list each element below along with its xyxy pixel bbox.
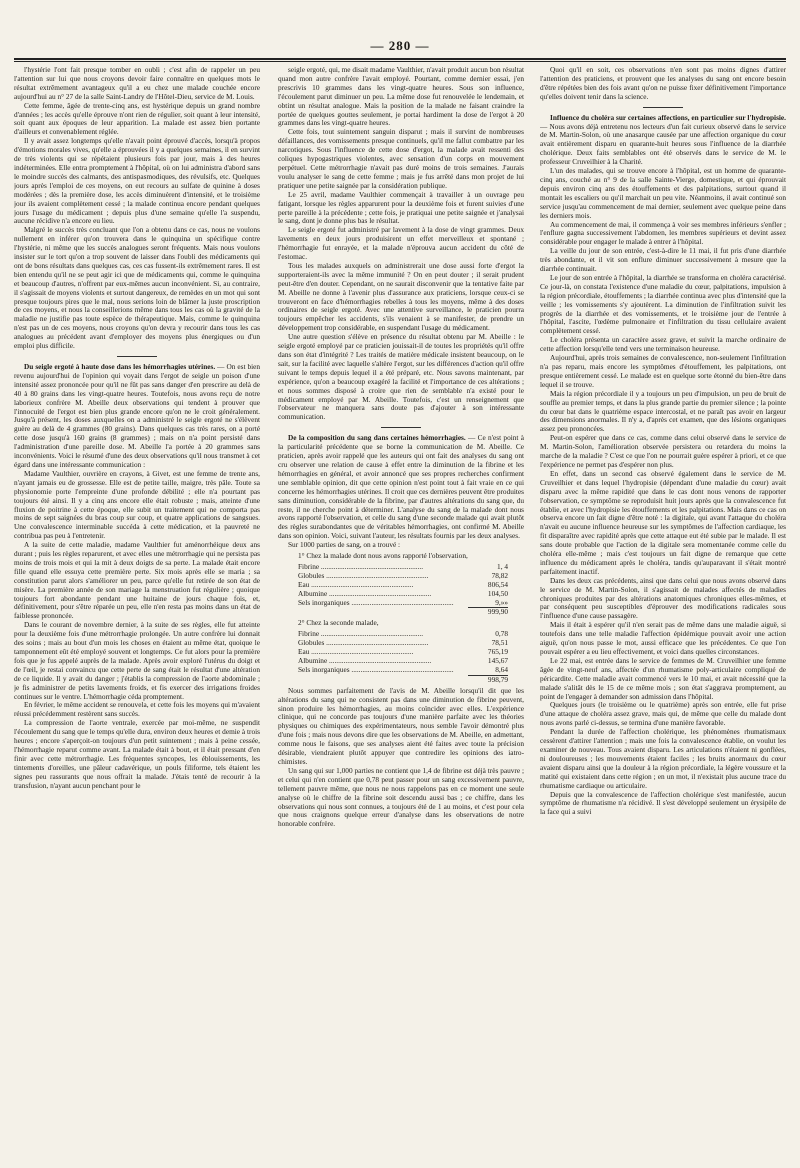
row-value: 0,78 [495, 629, 508, 639]
page-number: — 280 — [370, 38, 430, 53]
paragraph: Quoi qu'il en soit, ces observations n'en sont pas moins dignes d'attirer l'attention des praticiens, et prouvent que les analyses du sang ont encore besoin d'être répétées bien des fois avant qu'on ne puisse fixer définitivement l'importance qu'elles doivent tenir dans la science. [540, 66, 786, 101]
section-divider [117, 356, 157, 357]
table-row [298, 581, 508, 590]
paragraph: En effet, dans un second cas observé également dans le service de M. Cruveilhier et dans lequel l'hydropisie (dépendant d'une maladie du cœur) avait disparu avec la même rapidité que dans le cas dont nous venons de rapporter l'observation, ce symptôme se reproduisit huit jours après que la convalescence fut établie, et avec l'hydropisie les étouffements et les palpitations. Mais dans ce cas on observa encore un fait digne d'être noté : la digitale, qui avant l'attaque du choléra n'avait eu aucune influence heureuse sur les symptômes de l'affection cardiaque, les fit disparaître avec rapidité après que cette attaque eut été subie par le malade. Il est sans doute probable que l'action de la digitale sera momentanée comme celle du choléra elle-même ; mais c'est toujours un fait digne de remarque que cette influence du médicament après le choléra, tandis qu'auparavant il s'était montré parfaitement inactif. [540, 468, 786, 576]
paragraph: A la suite de cette maladie, madame Vaulthier fut aménorrhéique deux ans durant ; puis les règles reparurent, et avec elles une métrorrhagie qui ne persista pas moins de trois mois et qui la mit à deux doigts de sa perte. La malade était encore fille quand elle essuya cette première perte. Six mois après elle se maria ; sa constitution parut alors s'améliorer un peu, parce qu'elle fut retirée de son état de misère. La première année de son mariage la menstruation fut régulière ; quoique toujours fort abondante pendant une huitaine de jours chaque fois, et, définitivement, pour s'être réparée un peu, elle n'en resta pas moins dans un état de faiblesse prononcée. [14, 540, 260, 621]
paragraph: l'hystérie l'ont fait presque tomber en oubli ; c'est afin de rappeler un peu l'attention sur lui que nous croyons devoir faire connaître en quelques mots le résultat extrêmement avantageux qu'il a eu chez une malade couchée encore aujourd'hui au n° 27 de la salle Saint-Landry de l'Hôtel-Dieu, service de M. Louis. [14, 66, 260, 101]
paragraph: Une autre question s'élève en présence du résultat obtenu par M. Abeille : le seigle ergoté employé par ce praticien jouissait-il de toutes les propriétés qu'il offre dans son état d'intégrité ? Les traités de matière médicale insistent beaucoup, on le sait, sur la facilité avec laquelle s'altère l'ergot, sur les différences d'action qu'il offre suivant le temps depuis lequel il a été préparé, etc. Nous savons maintenant, par expérience, qu'on a beaucoup exagéré la facilité et l'importance de ces altérations ; et nous sommes disposé à croire que rien de semblable n'a existé pour le médicament employé par M. Abeille. Toutefois, c'est un renseignement que l'observateur ne manquera sans doute pas d'ajouter à son intéressante communication. [278, 332, 524, 422]
table-row [298, 657, 508, 666]
row-label: Fibrine ..... [298, 563, 469, 572]
paragraph: Depuis que la convalescence de l'affection cholérique s'est manifestée, aucun symptôme de rhumatisme n'a récidivé. Il s'est développé seulement un érysipèle de la face qui a suivi [540, 789, 786, 817]
row-value: 145,67 [487, 656, 508, 665]
paragraph: En février, le même accident se renouvela, et cette fois les moyens qui m'avaient réussi précédemment restèrent sans succès. [14, 700, 260, 719]
row-label: Albumine ..... [298, 657, 469, 666]
paragraph: La compression de l'aorte ventrale, exercée par moi-même, ne suspendit l'écoulement du sang que le temps qu'elle dura, environ deux heures et demie à trois heures ; encore s'aperçoit-on toujours d'un petit suintement ; mais à peine cessée, l'hémorrhagie reparut comme avant. La malade était à bout, et il était pressant d'en finir avec cette métrorrhagie. Les fréquentes syncopes, les éblouissements, les tintements d'oreilles, une pâleur cadavérique, un pouls filiforme, tels étaient les signes peu rassurants que nous offrait la malade. J'étais tenté de recourir à la transfusion, n'ayant aucun penchant pour le [14, 718, 260, 790]
paragraph: Cette fois, tout suintement sanguin disparut ; mais il survint de nombreuses défaillances, des vomissements presque continuels, qu'il me fallut combattre par les narcotiques. Sous l'influence de cette dose d'ergot, la malade avait ressenti des coliques hypogastriques violentes, avec sensation d'un corps en mouvement perpétuel. Cette métrorrhagie n'avait pas duré moins de trois semaines. J'aurais voulu analyser le sang de cette femme ; mais je fus arrêté dans mon projet de lui pratiquer une petite saignée par la considération publique. [278, 127, 524, 190]
paragraph: La veille du jour de son entrée, c'est-à-dire le 11 mai, il fut pris d'une diarrhée très abondante, et il vit son enflure diminuer successivement à mesure que la diarrhée continuait. [540, 246, 786, 274]
table-total: 999,90 [468, 607, 508, 617]
header-rule-thin [14, 61, 786, 62]
paragraph: Le 25 avril, madame Vaulthier commençait à travailler à un ouvrage peu fatigant, lorsque les règles apparurent pour la deuxième fois et furent suivies d'une perte pareille à la précédente ; cette fois, je pratiquai une petite saignée et j'analysai le sang, dont je donne plus bas le résultat. [278, 189, 524, 226]
paragraph: Sur 1000 parties de sang, on a trouvé : [288, 540, 401, 550]
section-divider [381, 427, 421, 428]
paragraph: Peut-on espérer que dans ce cas, comme dans celui observé dans le service de M. Martin-Solon, l'amélioration observée persistera ou retardera du moins la marche de la maladie ? C'est ce que l'on ne pourrait guère espérer à priori, et ce que l'expérience ne permet pas d'espérer non plus. [540, 433, 786, 469]
row-label: Eau ..... [298, 648, 469, 657]
paragraph: Pendant la durée de l'affection cholérique, les phénomènes rhumatismaux cessèrent d'attirer l'attention ; mais une fois la convalescence établie, on voulut les examiner de nouveau. Tous avaient disparu. Les articulations n'étaient ni gonflées, ni douloureuses ; les mouvements étaient faciles ; les bruits anormaux du cœur avaient disparu ainsi que la douleur à la région précordiale, la légère voussure et la matité qui existaient dans cette région ; en un mot, il n'existait plus aucune trace du rhumatisme cardiaque ou articulaire. [540, 727, 786, 790]
table-row [298, 630, 508, 639]
row-label: Globules ..... [298, 572, 469, 581]
table-caption: 1° Chez la malade dont nous avons rapporté l'observation, [298, 551, 468, 561]
row-label: Globules ..... [298, 639, 469, 648]
article-lead: — Ce n'est point à la particularité précédente que se borne la communication de M. Abeille. Ce praticien, après avoir rappelé que les auteurs qui ont fait des analyses du sang ont cru observer une relation de cause à effet entre la diminution de la fibrine et les hémorrhagies en général, et avoir annoncé que ses propres recherches confirment une semblable opinion, dit que cette opinion n'est point tout à fait vraie en ce qui concerne les hémorrhagies utérines. Il croit que ces dernières peuvent être produites sans diminution, considérable de la fibrine, par d'autres altérations du sang que, du reste, il ne cherche point à déterminer. L'analyse du sang de la malade dont nous avons rapporté l'observation, et celle du sang d'une seconde malade qui avait plutôt des règles surabondantes que de véritables hémorrhagies, ont confirmé M. Abeille dans son opinion. Voici, suivant l'auteur, les résultats fournis par les deux analyses. [278, 433, 524, 541]
paragraph: Dans le courant de novembre dernier, à la suite de ses règles, elle fut atteinte pour la deuxième fois d'une métrorrhagie prolongée. Un autre confrère lui donnait des soins ; mais au bout d'un mois les choses en étaient au même état, quoique le tamponnement eût été employé souvent et longtemps. Ce fut alors pour la première fois que je fus appelé auprès de la malade. Après avoir exploré l'utérus du doigt et de l'œil, je restai convaincu que cette perte de sang était le résultat d'une altération de ce liquide. Il y avait du danger ; j'établis la compression de l'aorte abdominale ; je fis administrer de petits lavements froids, et fis exercer des irrigations froides continues sur le ventre. L'hémorrhagie céda promptement. [14, 620, 260, 701]
analysis-table-1 [298, 552, 508, 617]
paragraph: Le jour de son entrée à l'hôpital, la diarrhée se transforma en choléra caractérisé. Ce jour-là, on constata l'existence d'une maladie du cœur, palpitations, impulsion à la région précordiale, étouffements ; la diarrhée continua avec plus d'intensité que la veille ; les vomissements s'y ajoutèrent. La diminution de l'infiltration suivit les progrès de la diarrhée et des vomissements, et le troisième jour de l'entrée à l'hôpital, l'ascite, l'œdème pulmonaire et l'infiltration du tissu cellulaire avaient complètement cessé. [540, 272, 786, 336]
paragraph: Le seigle ergoté fut administré par lavement à la dose de vingt grammes. Deux lavements en deux jours produisirent un effet merveilleux et spontané ; l'hémorrhagie fut enrayée, et la malade n'éprouva aucun accident du côté de l'estomac. [278, 225, 524, 262]
column-left [14, 66, 260, 1158]
section-divider [643, 107, 683, 108]
row-value: 1, 4 [497, 561, 508, 571]
article-title: Influence du choléra sur certaines affections, en particulier sur l'hydropisie. [550, 112, 786, 122]
paragraph: Malgré le succès très concluant que l'on a obtenu dans ce cas, nous ne voulons nullement en inférer qu'on trouvera dans le quinquina un spécifique contre l'hystérie, ni même que les succès analogues seront fréquents. Mais nous voulons insister sur le tort qu'on a trop souvent de laisser dans l'oubli des médicaments qui ont de bons résultats dans quelques cas, ces cas fussent-ils extrêmement rares. Il est bien entendu qu'il ne se peut agir ici que de médicaments qui, comme le quinquina et beaucoup d'autres, n'offrent par eux-mêmes aucun inconvénient. Si, au contraire, il s'agissait de moyens violents et surtout dangereux, de remèdes en un mot qui sont presque toujours pires que le mal, nous serions loin de blâmer la juste proscription de ces moyens, et nous la conseillerions même dans tous les cas où la gravité de la maladie ne justifie pas toute espèce de thérapeutique. Mais, comme le quinquina n'est pas un de ces moyens, nous croyons qu'on devra y recourir dans tous les cas analogues au précédent avant d'employer des moyens plus énergiques ou d'un emploi plus difficile. [14, 225, 260, 351]
table-row [298, 590, 508, 599]
paragraph: L'un des malades, qui se trouve encore à l'hôpital, est un homme de quarante-cinq ans, couché au n° 9 de la salle Sainte-Vierge, domestique, et qui éprouvait depuis environ cinq ans des étouffements et des palpitations, surtout quand il montait les escaliers ou qu'il marchait un peu vite. Néanmoins, il avait continué son service jusqu'au commencement de mai dernier, seulement avec quelque peine dans les derniers mois. [540, 166, 786, 220]
paragraph: Aujourd'hui, après trois semaines de convalescence, non-seulement l'infiltration n'a pas reparu, mais encore les symptômes d'étouffement, les palpitations, ont presque entièrement cessé. Le malade est en quelque sorte étonné du bien-être dans lequel il se trouve. [540, 353, 786, 389]
article-lead: — Nous avons déjà entretenu nos lecteurs d'un fait curieux observé dans le service de M. Martin-Solon, où une anasarque causée par une affection organique du cœur avait entièrement disparu en quarante-huit heures sous l'influence de la diarrhée cholérique. Deux faits semblables ont été observés dans le service de M. le professeur Cruveilhier à la Charité. [540, 121, 786, 167]
table-row [298, 563, 508, 572]
table-row [298, 599, 508, 608]
table-row [298, 572, 508, 581]
row-label: Fibrine ..... [298, 630, 469, 639]
paragraph: Au commencement de mai, il commença à voir ses membres inférieurs s'enfler ; l'enflure gagna successivement l'abdomen, les membres supérieurs et devint assez considérable pour engager le malade à entrer à l'hôpital. [540, 219, 786, 247]
paragraph: Mais il était à espérer qu'il n'en serait pas de même dans une maladie aiguë, si toutefois dans une telle maladie l'affection épidémique pouvait avoir une action aiguë, qu'on nous passe le mot, aussi efficace que les précédentes. Ce que l'on pouvait espérer a eu lieu effectivement, et voici dans quelles circonstances. [540, 620, 786, 656]
paragraph: Le choléra présenta un caractère assez grave, et suivit la marche ordinaire de cette affection lorsqu'elle tend vers une terminaison heureuse. [540, 335, 786, 354]
column-middle [278, 66, 524, 1158]
table-row [298, 639, 508, 648]
table-row [298, 648, 508, 657]
paragraph: Madame Vaulthier, ouvrière en crayons, à Givet, est une femme de trente ans, n'ayant jamais eu de grossesse. Elle est de petite taille, maigre, très pâle. Toute sa physionomie porte l'empreinte d'une profonde débilité ; elle n'a pourtant pas toujours été ainsi. Il y a cinq ans encore elle était robuste ; mais, atteinte d'une fluxion de poitrine à cette époque, elle subit un traitement qui ne comporta pas moins de sept saignées du bras coup sur coup, et quatre applications de sangsues. Une convalescence interminable succéda à cette médication, et la pauvreté ne contribua pas peu à l'entretenir. [14, 468, 260, 541]
row-value: 104,50 [487, 588, 508, 598]
paragraph: Quelques jours (le troisième ou le quatrième) après son entrée, elle fut prise d'une attaque de choléra assez grave, mais qui, de même que celle du malade dont nous avons parlé ci-dessus, se termina d'une manière favorable. [540, 700, 786, 728]
table-row [298, 666, 508, 675]
row-label: Sels inorganiques ..... [298, 666, 469, 675]
row-label: Sels inorganiques ..... [298, 599, 469, 608]
paragraph: seigle ergoté, qui, me disait madame Vaulthier, n'avait produit aucun bon résultat quand mon autre confrère l'avait employé. Pourtant, comme dernier essai, j'en prescrivis 10 grammes dans les vingt-quatre heures. Sous son influence, l'écoulement parut diminuer un peu. La même dose fut renouvelée le lendemain, et obtint un résultat analogue. Mais la position de la malade ne faisant craindre la portée de quelques gouttes seulement, je portai hardiment la dose de l'ergot à 20 grammes dans les vingt-quatre heures. [278, 66, 524, 128]
paragraph: Il y avait assez longtemps qu'elle n'avait point éprouvé d'accès, lorsqu'à propos d'émotions morales vives, qu'elle a éprouvées il y a quelques semaines, il en survint de très violents qui se répétaient plusieurs fois par jour, mais à des heures indéterminées. Elle entra promptement à l'hôpital, où on lui administra d'abord sans le moindre succès des calmants, des antispasmodiques, des révulsifs, etc. Quelques jours après l'emploi de ces moyens, on eut recours au sulfate de quinine à doses modérées ; dès la première dose, les accès diminuèrent d'intensité, et le troisième jour ils avaient complètement cessé ; la malade continua encore pendant quelques jours l'usage du médicament ; depuis plus d'une semaine qu'elle l'a suspendu, aucune récidive n'a encore eu lieu. [14, 136, 260, 226]
analysis-table-2 [298, 619, 508, 684]
paragraph: Le 22 mai, est entrée dans le service de femmes de M. Cruveilhier une femme âgée de vingt-neuf ans, affectée d'un rhumatisme poly-articulaire compliqué de péricardite. Cette maladie avait commencé vers le 10 mai, et avait nécessité que la malade s'alitât dès le 15 de ce même mois ; son état s'aggrava promptement, au point de l'engager à demander son admission dans l'hôpital. [540, 655, 786, 701]
row-label: Albumine ..... [298, 590, 469, 599]
paragraph: Nous sommes parfaitement de l'avis de M. Abeille lorsqu'il dit que les altérations du sang qui ne consistent pas dans une diminution de fibrine peuvent, sinon produire les hémorrhagies, au moins coïncider avec elles. L'expérience clinique, qui ne concorde pas toujours d'une manière parfaite avec les théories physiques ou chimiques des expérimentateurs, nous semble l'avoir démontré plus d'une fois ; mais nous devons dire que les observations de M. Abeille, en admettant, comme nous le faisons, que ses analyses aient été faites avec toute la précision désirable, viendraient plutôt appuyer que contredire les opinions des iatro-chimistes. [278, 685, 524, 766]
row-label: Eau ..... [298, 581, 469, 590]
table-total: 998,79 [468, 675, 508, 685]
row-value: 765,19 [487, 647, 508, 657]
row-value: 9,»» [495, 597, 508, 607]
table-caption: 2° Chez la seconde malade, [298, 618, 379, 628]
article-heading [278, 434, 524, 541]
paragraph: Mais la région précordiale il y a toujours un peu d'impulsion, un peu de bruit de souffle au premier temps, et dans la plus grande partie du premier silence ; la pointe du cœur bat dans le quatrième espace intercostal, et ne paraît pas avoir en largeur des dimensions anormales. Il n'y a, d'après cet examen, que des lésions organiques assez peu prononcées. [540, 388, 786, 434]
column-right [540, 66, 786, 1158]
article-heading [14, 363, 260, 470]
article-heading [540, 114, 786, 167]
paragraph: Cette femme, âgée de trente-cinq ans, est hystérique depuis un grand nombre d'années ; les accès qu'elle éprouve n'ont rien de régulier, soit quant à leur intensité, soit quant aux époques de leur apparition. La malade est assez bien portante d'ailleurs et convenablement réglée. [14, 100, 260, 137]
header-rule [14, 58, 786, 60]
row-value: 78,51 [491, 638, 508, 648]
article-title: Du seigle ergoté à haute dose dans les hémorrhagies utérines. [24, 362, 216, 371]
paragraph: Tous les malades auxquels on administrerait une dose aussi forte d'ergot la supporteraient-ils avec la même immunité ? On en peut douter ; il serait prudent peut-être d'en douter. Cependant, on ne saurait disconvenir que la tentative faite par M. Abeille ne donne à l'avenir plus d'assurance aux praticiens, lorsque ceux-ci se trouveront en face d'hémorrhagies rebelles à tous les moyens, même à des doses ordinaires de seigle ergoté. Avec une attentive surveillance, le praticien pourra toujours empêcher les accidents, s'ils venaient à se manifester, de prendre un développement trop considérable, en suspendant l'usage du médicament. [278, 260, 524, 333]
row-value: 806,54 [487, 579, 508, 589]
paragraph: Dans les deux cas précédents, ainsi que dans celui que nous avons observé dans le service de M. Martin-Solon, il s'agissait de malades affectés de maladies chroniques produites par des altérations anatomiques chroniques elles-mêmes, et par conséquent peu susceptibles d'éprouver des modifications radicales sous l'influence d'une cause passagère. [540, 575, 786, 621]
paragraph: Un sang qui sur 1,000 parties ne contient que 1,4 de fibrine est déjà très pauvre ; et celui qui n'en contient que 0,78 peut passer pour un sang excessivement pauvre, tellement pauvre même, que nous ne nous rappelons pas en ce moment une seule analyse où le chiffre de la fibrine soit descendu aussi bas ; ce chiffre, dans les observations qui nous sont connues, a toujours été de 1 au moins, et c'est pour cela que nous craignons quelque erreur d'analyse dans les observations de notre honorable confrère. [278, 765, 524, 829]
article-title: De la composition du sang dans certaines hémorrhagies. [288, 433, 466, 443]
row-value: 8,64 [495, 664, 508, 674]
row-value: 78,82 [491, 570, 508, 580]
article-lead: — On est bien revenu aujourd'hui de l'opinion qui voyait dans l'ergot de seigle un poison d'une intensité assez prononcée pour qu'il ne fût pas sans danger d'en prescrire au delà de 40 à 80 grains dans les vingt-quatre heures. Toutefois, nous avons reçu de notre laborieux confrère M. Abeille deux observations qui tendent à prouver que l'innocuité de l'ergot est bien plus grande encore qu'on ne le croit généralement. Jusqu'à présent, les doses auxquelles on a administré le seigle ergoté ne s'élèvent guère au delà de 4 grammes (80 grains). Dans quelques cas très rares, on a porté cette dose jusqu'à 160 grains (8 grammes) ; mais on n'a point persisté dans l'administration d'une pareille dose. M. Abeille l'a portée à 20 grammes sans inconvénients. Voici le résumé d'une des deux observations qu'il nous transmet à cet égard dans une intéressante communication : [14, 362, 260, 469]
